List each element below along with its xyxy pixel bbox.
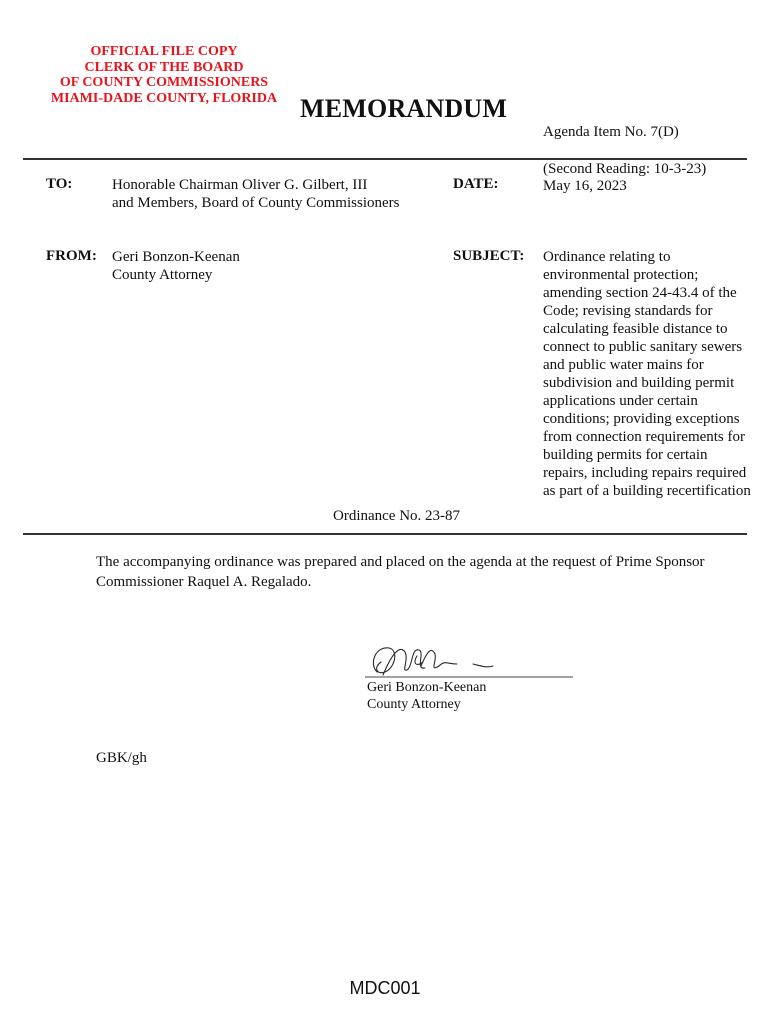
from-line: Geri Bonzon-Keenan — [112, 249, 240, 265]
to-line: and Members, Board of County Commissioners — [112, 195, 400, 211]
signatory-name: Geri Bonzon-Keenan — [367, 680, 487, 695]
signature-scribble — [365, 642, 580, 684]
to-label: TO: — [46, 176, 73, 192]
stamp-line: MIAMI-DADE COUNTY, FLORIDA — [50, 90, 278, 106]
date-value: May 16, 2023 — [543, 178, 627, 194]
memo-title: MEMORANDUM — [300, 94, 508, 123]
body-paragraph: The accompanying ordinance was prepared and placed on the agenda at the request of Prime Sponsor Commissioner Raquel A. Regalado. — [96, 554, 705, 590]
ordinance-number: Ordinance No. 23-87 — [333, 508, 461, 524]
to-recipient — [112, 176, 399, 212]
subject-label: SUBJECT: — [453, 248, 525, 264]
signatory-title: County Attorney — [367, 697, 461, 712]
stamp-line: CLERK OF THE BOARD — [84, 59, 244, 75]
document-code: MDC001 — [349, 978, 421, 998]
official-file-copy-stamp — [38, 44, 290, 106]
second-reading-note: (Second Reading: 10-3-23) — [543, 161, 707, 177]
to-line: Honorable Chairman Oliver G. Gilbert, III — [112, 177, 368, 193]
stamp-line: OFFICIAL FILE COPY — [90, 44, 238, 59]
agenda-item-number: Agenda Item No. 7(D) — [543, 124, 679, 140]
subject-text: Ordinance relating to environmental protection; amending section 24-43.4 of the Code; revising standards for calculating feasible distance to connect to public sanitary sewers and public water mains for subdivision and building permit applications under certain conditions; providing exceptions from connection requirements for building permits for certain repairs, including repairs required as part of a building recertification — [543, 249, 751, 499]
from-line: County Attorney — [112, 267, 213, 283]
from-sender — [112, 248, 240, 284]
body-divider — [23, 533, 747, 535]
signature — [365, 642, 580, 684]
reference-initials: GBK/gh — [96, 750, 147, 766]
stamp-line: OF COUNTY COMMISSIONERS — [59, 75, 269, 90]
from-label: FROM: — [46, 248, 97, 264]
date-label: DATE: — [453, 176, 499, 192]
signatory-block — [367, 679, 486, 713]
